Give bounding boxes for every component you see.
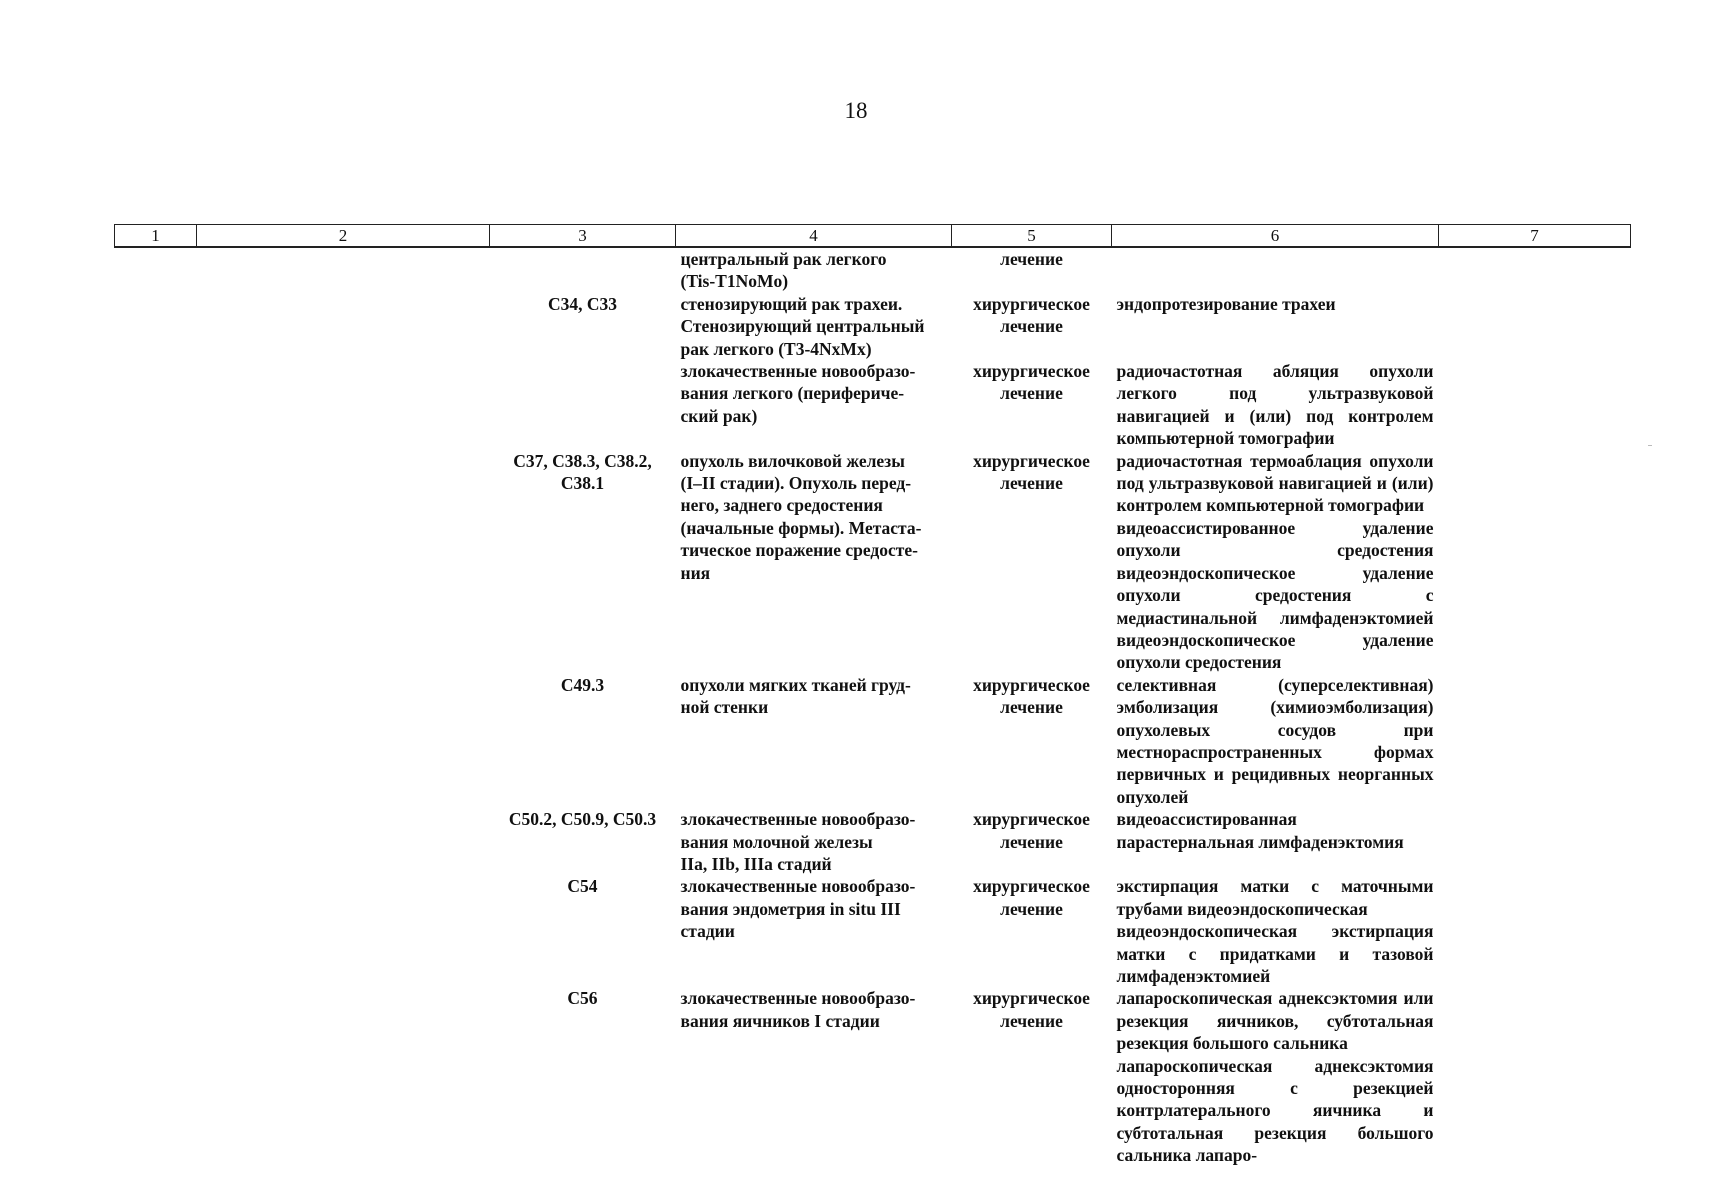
table-row bbox=[115, 450, 1631, 674]
table-row bbox=[115, 247, 1631, 293]
method-list bbox=[1117, 987, 1434, 1166]
treatment-type-cell bbox=[952, 674, 1112, 808]
diagnosis-text-line: злокачественные новообразо- bbox=[680, 876, 916, 897]
method-list bbox=[1117, 293, 1434, 315]
treatment-text bbox=[957, 248, 1107, 270]
table-row bbox=[115, 875, 1631, 987]
method-item: эндопротезирование трахеи bbox=[1116, 293, 1336, 314]
column-header-4: 4 bbox=[676, 225, 952, 248]
diagnosis-text bbox=[681, 248, 947, 293]
cell-col-2 bbox=[197, 674, 490, 808]
treatment-text-line: хирургическое bbox=[973, 361, 1090, 382]
treatment-type-cell bbox=[952, 450, 1112, 674]
method-item: экстирпация матки с маточными трубами видеоэндоскопическая bbox=[1116, 876, 1434, 919]
treatment-text-line: лечение bbox=[1000, 898, 1063, 919]
cell-col-7 bbox=[1439, 987, 1631, 1166]
cell-col-7 bbox=[1439, 674, 1631, 808]
table-header-row bbox=[115, 225, 1631, 248]
icd-codes-cell bbox=[490, 360, 676, 450]
cell-col-7 bbox=[1439, 293, 1631, 360]
cell-col-1 bbox=[115, 360, 197, 450]
treatment-method-cell bbox=[1112, 875, 1439, 987]
column-header-5: 5 bbox=[952, 225, 1112, 248]
diagnosis-text-line: ния bbox=[680, 562, 711, 583]
treatment-method-cell bbox=[1112, 450, 1439, 674]
diagnosis-text-line: вания эндометрия in situ III bbox=[680, 898, 901, 919]
diagnosis-text bbox=[681, 450, 947, 584]
page-number: 18 bbox=[844, 98, 868, 123]
method-item: лапароскопическая аднексэктомия односторонняя с резекцией контрлатерального яичника и субтотальная резекция большого сальника лапаро- bbox=[1116, 1055, 1434, 1166]
diagnosis-text-line: вания легкого (перифериче- bbox=[680, 383, 905, 404]
method-item: видеоэндоскопическая экстирпация матки с придатками и тазовой лимфаденэктомией bbox=[1116, 921, 1434, 986]
treatment-text bbox=[957, 450, 1107, 495]
diagnosis-cell bbox=[676, 875, 952, 987]
diagnosis-text-line: (I–II стадии). Опухоль перед- bbox=[680, 473, 912, 494]
diagnosis-cell bbox=[676, 247, 952, 293]
diagnosis-text bbox=[681, 360, 947, 427]
column-header-6: 6 bbox=[1112, 225, 1439, 248]
table-body bbox=[115, 247, 1631, 1167]
treatment-method-cell bbox=[1112, 987, 1439, 1166]
treatment-text-line: лечение bbox=[1000, 831, 1063, 852]
treatment-text-line: хирургическое bbox=[973, 450, 1090, 471]
cell-col-2 bbox=[197, 875, 490, 987]
treatment-method-cell bbox=[1112, 247, 1439, 293]
method-list bbox=[1117, 450, 1434, 674]
icd-codes-cell: C49.3 bbox=[560, 674, 605, 695]
cell-col-1 bbox=[115, 875, 197, 987]
diagnosis-text-line: него, заднего средостения bbox=[680, 495, 883, 516]
diagnosis-text bbox=[681, 875, 947, 942]
cell-col-7 bbox=[1439, 450, 1631, 674]
treatment-text bbox=[957, 360, 1107, 405]
treatment-type-cell bbox=[952, 808, 1112, 875]
method-item: видеоассистированное удаление опухоли средостения видеоэндоскопическое удаление опухоли средостения с медиастинальной лимфаденэктомией видеоэндоскопическое удаление опухоли средостения bbox=[1116, 517, 1434, 673]
diagnosis-text-line: вания молочной железы bbox=[680, 831, 873, 852]
table-row bbox=[115, 808, 1631, 875]
treatment-type-cell bbox=[952, 875, 1112, 987]
method-item: селективная (суперселективная) эмболизация (химиоэмболизация) опухолевых сосудов при местнораспространенных формах первичных и рецидивных неорганных опухолей bbox=[1116, 674, 1434, 807]
diagnosis-text bbox=[681, 808, 947, 875]
treatment-text-line: лечение bbox=[1000, 249, 1063, 269]
diagnosis-text-line: (начальные формы). Метаста- bbox=[680, 517, 922, 538]
diagnosis-text-line: стенозирующий рак трахеи. bbox=[680, 293, 903, 314]
table-row bbox=[115, 360, 1631, 450]
diagnosis-text bbox=[681, 674, 947, 719]
diagnosis-text bbox=[681, 293, 947, 360]
cell-col-1 bbox=[115, 808, 197, 875]
method-item: лапароскопическая аднексэктомия или резекция яичников, субтотальная резекция большого сальника bbox=[1116, 988, 1434, 1054]
method-list bbox=[1117, 360, 1434, 450]
cell-col-2 bbox=[197, 293, 490, 360]
diagnosis-text-line: злокачественные новообразо- bbox=[680, 988, 916, 1009]
treatment-method-cell bbox=[1112, 808, 1439, 875]
method-item: видеоассистированная парастернальная лимфаденэктомия bbox=[1116, 809, 1404, 852]
treatment-method-cell bbox=[1112, 360, 1439, 450]
treatment-type-cell bbox=[952, 293, 1112, 360]
cell-col-1 bbox=[115, 987, 197, 1166]
diagnosis-text-line: центральный рак легкого bbox=[680, 249, 887, 269]
method-item: радиочастотная абляция опухоли легкого под ультразвуковой навигацией и (или) под контролем компьютерной томографии bbox=[1116, 361, 1434, 449]
icd-codes-cell: C56 bbox=[567, 988, 598, 1009]
cell-col-2 bbox=[197, 450, 490, 674]
diagnosis-cell bbox=[676, 674, 952, 808]
diagnosis-text-line: злокачественные новообразо- bbox=[680, 809, 916, 830]
cell-col-2 bbox=[197, 247, 490, 293]
diagnosis-text-line: опухоли мягких тканей груд- bbox=[680, 674, 911, 695]
cell-col-7 bbox=[1439, 808, 1631, 875]
treatment-text-line: хирургическое bbox=[973, 988, 1090, 1009]
diagnosis-text-line: ский рак) bbox=[680, 405, 758, 426]
cell-col-7 bbox=[1439, 875, 1631, 987]
method-list bbox=[1117, 875, 1434, 987]
treatment-type-cell bbox=[952, 987, 1112, 1166]
method-list bbox=[1117, 674, 1434, 808]
treatment-text-line: хирургическое bbox=[973, 876, 1090, 897]
table-row bbox=[115, 987, 1631, 1166]
treatment-method-cell bbox=[1112, 674, 1439, 808]
treatment-text-line: лечение bbox=[1000, 383, 1063, 404]
icd-codes-cell: C54 bbox=[567, 876, 598, 897]
icd-codes-cell bbox=[490, 247, 676, 293]
diagnosis-text-line: стадии bbox=[680, 921, 735, 942]
method-item: радиочастотная термоаблация опухоли под ультразвуковой навигацией и (или) контролем компьютерной томографии bbox=[1116, 450, 1434, 516]
diagnosis-text-line: (Tis-T1NoMo) bbox=[680, 271, 789, 292]
cell-col-1 bbox=[115, 674, 197, 808]
column-header-1: 1 bbox=[115, 225, 197, 248]
diagnosis-cell bbox=[676, 987, 952, 1166]
diagnosis-text-line: тическое поражение средосте- bbox=[680, 540, 918, 561]
table-row bbox=[115, 674, 1631, 808]
icd-codes-cell: C50.2, C50.9, C50.3 bbox=[508, 809, 657, 830]
column-header-3: 3 bbox=[490, 225, 676, 248]
scan-artifact bbox=[1648, 445, 1652, 446]
treatment-text bbox=[957, 808, 1107, 853]
treatment-text-line: лечение bbox=[1000, 473, 1063, 494]
treatment-text-line: лечение bbox=[1000, 1010, 1063, 1031]
cell-col-7 bbox=[1439, 247, 1631, 293]
treatment-text bbox=[957, 987, 1107, 1032]
treatment-text bbox=[957, 293, 1107, 338]
treatment-type-cell bbox=[952, 247, 1112, 293]
icd-codes-cell: C34, C33 bbox=[547, 293, 618, 314]
diagnosis-text-line: рак легкого (T3-4NxMx) bbox=[680, 338, 872, 359]
diagnosis-text-line: ной стенки bbox=[680, 697, 769, 718]
treatment-type-cell bbox=[952, 360, 1112, 450]
treatment-text-line: хирургическое bbox=[973, 293, 1090, 314]
cell-col-2 bbox=[197, 808, 490, 875]
treatment-text bbox=[957, 875, 1107, 920]
column-header-7: 7 bbox=[1439, 225, 1631, 248]
diagnosis-text-line: Стенозирующий центральный bbox=[680, 316, 925, 337]
diagnosis-text-line: злокачественные новообразо- bbox=[680, 361, 916, 382]
diagnosis-text-line: опухоль вилочковой железы bbox=[680, 450, 905, 471]
diagnosis-text-line: вания яичников I стадии bbox=[680, 1010, 880, 1031]
cell-col-1 bbox=[115, 293, 197, 360]
treatment-text-line: хирургическое bbox=[973, 809, 1090, 830]
diagnosis-text bbox=[681, 987, 947, 1032]
cell-col-1 bbox=[115, 450, 197, 674]
table-row bbox=[115, 293, 1631, 360]
cell-col-2 bbox=[197, 360, 490, 450]
treatment-methods-table bbox=[114, 224, 1631, 1167]
diagnosis-cell bbox=[676, 360, 952, 450]
treatment-text bbox=[957, 674, 1107, 719]
cell-col-2 bbox=[197, 987, 490, 1166]
cell-col-1 bbox=[115, 247, 197, 293]
icd-codes-cell: C37, C38.3, C38.2, C38.1 bbox=[513, 450, 652, 494]
treatment-text-line: лечение bbox=[1000, 697, 1063, 718]
treatment-text-line: лечение bbox=[1000, 316, 1063, 337]
diagnosis-text-line: IIa, IIb, IIIa стадий bbox=[680, 853, 832, 874]
diagnosis-cell bbox=[676, 808, 952, 875]
diagnosis-cell bbox=[676, 293, 952, 360]
cell-col-7 bbox=[1439, 360, 1631, 450]
treatment-text-line: хирургическое bbox=[973, 674, 1090, 695]
treatment-method-cell bbox=[1112, 293, 1439, 360]
diagnosis-cell bbox=[676, 450, 952, 674]
column-header-2: 2 bbox=[197, 225, 490, 248]
method-list bbox=[1117, 808, 1434, 853]
